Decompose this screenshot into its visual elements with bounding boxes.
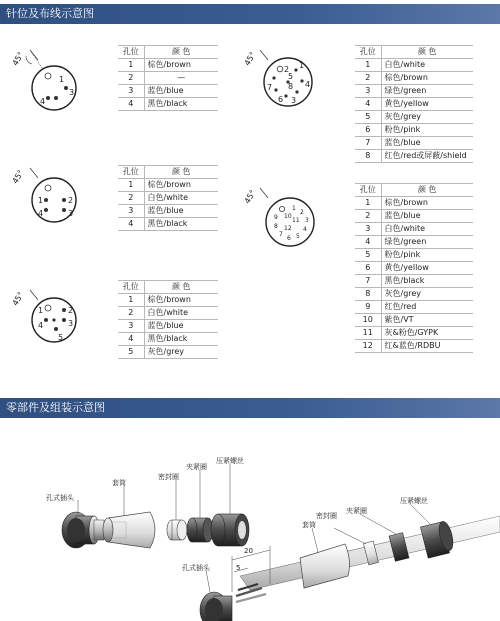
- pin-label: 4: [38, 321, 44, 330]
- pin-label: 7: [267, 83, 273, 92]
- header-pin: 孔位: [118, 281, 144, 294]
- table-row: 3 蓝色/blue: [118, 205, 218, 218]
- table-row: 2 棕色/brown: [355, 72, 473, 85]
- dimension-5: 5: [236, 564, 241, 572]
- dimension-20: 20: [244, 547, 253, 555]
- assembly-diagram: [0, 420, 500, 621]
- label-compression-nut-right: 压紧螺丝: [400, 497, 428, 505]
- pin-label: 4: [38, 209, 44, 218]
- connector-4pin-a-diagram: [8, 42, 108, 114]
- pin-table-4pin-b: [118, 165, 218, 231]
- header-pin: 孔位: [355, 46, 381, 59]
- pin-label: 3: [68, 319, 74, 328]
- table-row: 1 棕色/brown: [118, 179, 218, 192]
- pin-label: 2: [68, 196, 74, 205]
- pin-label: 3: [305, 217, 309, 224]
- clamp-ring-part: [187, 518, 213, 542]
- table-row: 5 灰色/grey: [355, 111, 473, 124]
- header-pin: 孔位: [355, 184, 381, 197]
- pin-label: 3: [68, 209, 74, 218]
- assembly-section-title: 零部件及组装示意图: [6, 401, 105, 414]
- table-row: 1 白色/white: [355, 59, 473, 72]
- table-row: 3 蓝色/blue: [118, 320, 218, 333]
- pin-label: 8: [274, 223, 278, 230]
- table-row: 6 粉色/pink: [355, 124, 473, 137]
- pin-label: 8: [288, 82, 294, 91]
- header-color: 颜 色: [381, 184, 473, 197]
- pin-label: 1: [38, 196, 44, 205]
- angle-label: 45°: [10, 290, 26, 308]
- label-sleeve-top: 套筒: [112, 479, 126, 487]
- pin-label: 6: [278, 95, 284, 104]
- header-color: 颜 色: [144, 166, 218, 179]
- compression-nut-part: [211, 514, 249, 546]
- sleeve-part: [103, 512, 155, 548]
- pin-label: 1: [292, 205, 296, 212]
- table-row: 2 —: [118, 72, 218, 85]
- table-row: 4 绿色/green: [355, 236, 473, 249]
- pin-label: 1: [38, 306, 44, 315]
- table-row: 4 黑色/black: [118, 333, 218, 346]
- table-row: 2 蓝色/blue: [355, 210, 473, 223]
- header-color: 颜 色: [144, 281, 218, 294]
- pin-label: 4: [40, 97, 46, 106]
- table-row: 3 白色/white: [355, 223, 473, 236]
- pin-label: 11: [292, 217, 300, 224]
- table-row: 12 红&蓝色/RDBU: [355, 340, 473, 353]
- pin-label: 5: [58, 333, 64, 342]
- pin-label: 5: [296, 233, 300, 240]
- table-row: 1 棕色/brown: [118, 294, 218, 307]
- header-pin: 孔位: [118, 46, 144, 59]
- female-plug-part: [62, 512, 104, 548]
- pin-table-4pin-a: [118, 45, 218, 111]
- stripped-cable-assembly: [182, 546, 270, 621]
- header-color: 颜 色: [144, 46, 218, 59]
- pin-label: 3: [69, 88, 75, 97]
- header-color: 颜 色: [381, 46, 473, 59]
- table-row: 7 蓝色/blue: [355, 137, 473, 150]
- cable-assembly-right: [240, 496, 500, 590]
- pin-label: 7: [279, 231, 283, 238]
- pin-label: 4: [303, 226, 307, 233]
- connector-4pin-b-diagram: [8, 160, 108, 232]
- label-seal-ring-top: 密封圈: [158, 473, 179, 481]
- table-row: 2 白色/white: [118, 192, 218, 205]
- pin-label: 1: [59, 75, 65, 84]
- label-clamp-ring-right: 夹紧圈: [346, 507, 367, 515]
- table-row: 9 红色/red: [355, 301, 473, 314]
- exploded-view-top: [46, 456, 249, 548]
- pin-label: 2: [300, 209, 304, 216]
- label-female-plug-top: 孔式插头: [46, 494, 74, 502]
- label-compression-nut-top: 压紧螺丝: [216, 457, 244, 465]
- table-row: 3 绿色/green: [355, 85, 473, 98]
- connector-5pin-diagram: [8, 282, 108, 354]
- pin-label: 1: [299, 61, 305, 70]
- label-sleeve-right: 套筒: [302, 521, 316, 529]
- table-row: 8 灰色/grey: [355, 288, 473, 301]
- angle-label: 45°: [10, 168, 26, 186]
- pin-table-5pin: [118, 280, 218, 359]
- table-row: 4 黑色/black: [118, 98, 218, 111]
- table-row: 7 黑色/black: [355, 275, 473, 288]
- pinout-section-title: 针位及布线示意图: [6, 7, 94, 20]
- pin-label: 10: [284, 213, 292, 220]
- seal-ring-part: [167, 520, 187, 540]
- table-row: 1 棕色/brown: [118, 59, 218, 72]
- angle-label: 45°: [242, 50, 258, 68]
- angle-label: 45°: [242, 188, 258, 206]
- connector-8pin-diagram: [240, 42, 340, 114]
- pin-label: 3: [291, 96, 297, 105]
- header-pin: 孔位: [118, 166, 144, 179]
- table-row: 10 紫色/VT: [355, 314, 473, 327]
- table-row: 11 灰&粉色/GYPK: [355, 327, 473, 340]
- table-row: 5 灰色/grey: [118, 346, 218, 359]
- pin-label: 9: [274, 214, 278, 221]
- pin-table-8pin: [355, 45, 473, 163]
- pin-table-12pin: [355, 183, 473, 353]
- pin-label: 2: [284, 65, 290, 74]
- table-row: 1 棕色/brown: [355, 197, 473, 210]
- table-row: 2 白色/white: [118, 307, 218, 320]
- table-row: 6 黄色/yellow: [355, 262, 473, 275]
- pinout-section-header: [0, 4, 500, 24]
- pin-label: 6: [287, 235, 291, 242]
- assembly-section-header: [0, 398, 500, 418]
- table-row: 4 黑色/black: [118, 218, 218, 231]
- pin-label: 4: [305, 80, 311, 89]
- pin-label: 2: [68, 306, 74, 315]
- table-row: 3 蓝色/blue: [118, 85, 218, 98]
- table-row: 5 粉色/pink: [355, 249, 473, 262]
- table-row: 4 黄色/yellow: [355, 98, 473, 111]
- angle-label: 45°: [10, 50, 26, 68]
- label-female-plug-bottom: 孔式插头: [182, 564, 210, 572]
- pin-label: 5: [288, 72, 294, 81]
- female-plug-bottom-part: [200, 592, 232, 621]
- label-clamp-ring-top: 夹紧圈: [186, 463, 207, 471]
- pin-label: 12: [284, 225, 292, 232]
- label-seal-ring-right: 密封圈: [316, 512, 337, 520]
- connector-12pin-diagram: [240, 180, 340, 252]
- table-row: 8 红色/red或屏蔽/shield: [355, 150, 473, 163]
